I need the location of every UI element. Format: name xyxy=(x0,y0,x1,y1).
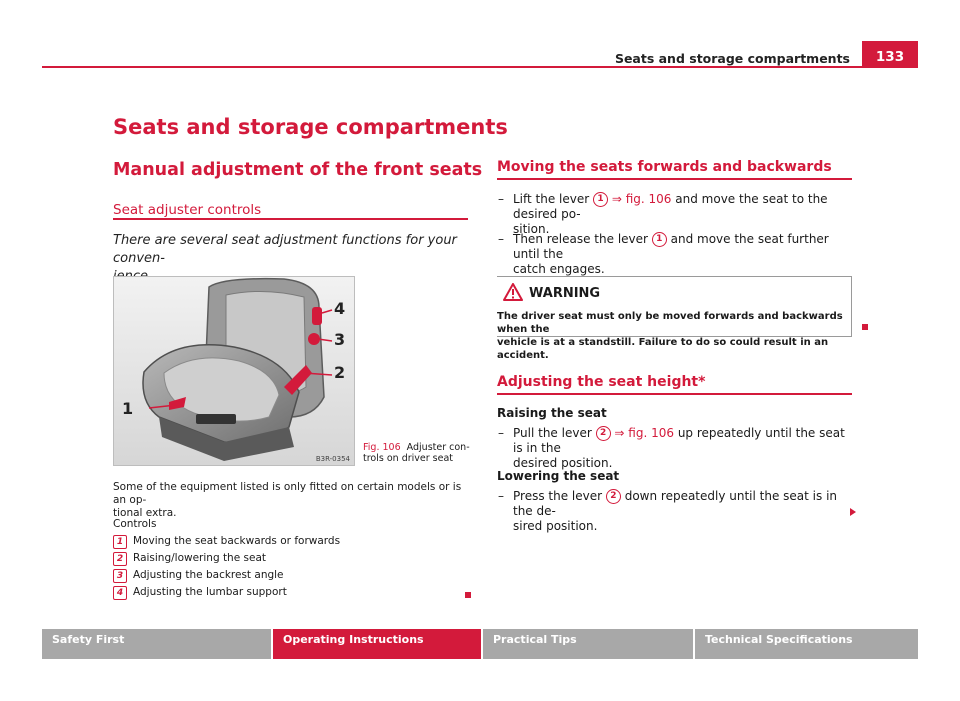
figure-caption: Fig. 106 Adjuster con- trols on driver seat xyxy=(363,442,470,464)
section-heading-forward-backward: Moving the seats forwards and backwards xyxy=(497,159,832,175)
continue-arrow-icon xyxy=(849,507,857,517)
end-of-section-marker xyxy=(862,324,868,330)
warning-box xyxy=(497,276,852,361)
chapter-title: Seats and storage compartments xyxy=(113,115,508,139)
instruction-step: – Press the lever 2 down repeatedly until the seat is in the de- sired position. xyxy=(498,489,838,533)
lever-badge: 2 xyxy=(606,489,621,504)
figure-link[interactable]: ⇒ fig. 106 xyxy=(611,192,672,206)
seat-figure xyxy=(113,276,355,466)
control-label: Adjusting the backrest angle xyxy=(133,569,284,581)
callout-3: 3 xyxy=(334,330,346,349)
section-rule xyxy=(497,178,852,180)
footer-tab-safety-first[interactable]: Safety First xyxy=(42,629,271,659)
figure-code: B3R-0354 xyxy=(315,455,350,463)
control-label: Adjusting the lumbar support xyxy=(133,586,287,598)
intro-text: There are several seat adjustment functions for your conven- xyxy=(113,233,457,266)
controls-title: Controls xyxy=(113,518,157,530)
header-rule xyxy=(42,66,918,68)
control-item xyxy=(113,552,266,566)
warning-box-edge xyxy=(851,277,852,337)
subsection-rule xyxy=(113,218,468,220)
footer-tab-technical-specifications[interactable]: Technical Specifications xyxy=(695,629,918,659)
footer-tab-practical-tips[interactable]: Practical Tips xyxy=(483,629,693,659)
section-rule xyxy=(497,393,852,395)
callout-4: 4 xyxy=(334,299,346,318)
instruction-step: – Pull the lever 2 ⇒ fig. 106 up repeatedly until the seat is in the desired position. xyxy=(498,426,845,470)
control-item xyxy=(113,569,284,583)
lever-badge: 1 xyxy=(593,192,608,207)
callout-1: 1 xyxy=(122,399,134,418)
instruction-step: – Then release the lever 1 and move the seat further until the catch engages. xyxy=(498,232,829,276)
control-badge: 4 xyxy=(113,586,127,600)
control-badge: 3 xyxy=(113,569,127,583)
control-badge: 1 xyxy=(113,535,127,549)
control-label: Moving the seat backwards or forwards xyxy=(133,535,341,547)
warning-triangle-icon xyxy=(503,283,523,301)
warning-title: WARNING xyxy=(529,286,601,301)
page-number: 133 xyxy=(862,41,918,68)
footer-tab-operating-instructions[interactable]: Operating Instructions xyxy=(273,629,481,659)
control-badge: 2 xyxy=(113,552,127,566)
instruction-step: – Lift the lever 1 ⇒ fig. 106 and move the seat to the desired po- sition. xyxy=(498,192,828,236)
control-item xyxy=(113,586,287,600)
seat-illustration xyxy=(114,277,354,465)
control-label: Raising/lowering the seat xyxy=(133,552,266,564)
section-title: Manual adjustment of the front seats xyxy=(113,160,483,180)
control-item xyxy=(113,535,341,549)
raising-title: Raising the seat xyxy=(497,406,607,420)
equipment-note: Some of the equipment listed is only fitted on certain models or is an op- tional extra. xyxy=(113,481,462,519)
callout-2: 2 xyxy=(334,363,346,382)
end-of-section-marker xyxy=(465,592,471,598)
running-header-title: Seats and storage compartments xyxy=(614,51,850,66)
lowering-title: Lowering the seat xyxy=(497,469,620,483)
lever-badge: 1 xyxy=(652,232,667,247)
warning-text: The driver seat must only be moved forwards and backwards when the vehicle is at a standstill. Failure to do so could result in an accident. xyxy=(497,311,843,361)
lever-badge: 2 xyxy=(596,426,611,441)
figure-link[interactable]: ⇒ fig. 106 xyxy=(614,426,674,440)
section-heading-seat-height: Adjusting the seat height* xyxy=(497,374,706,390)
subsection-title: Seat adjuster controls xyxy=(113,202,262,218)
